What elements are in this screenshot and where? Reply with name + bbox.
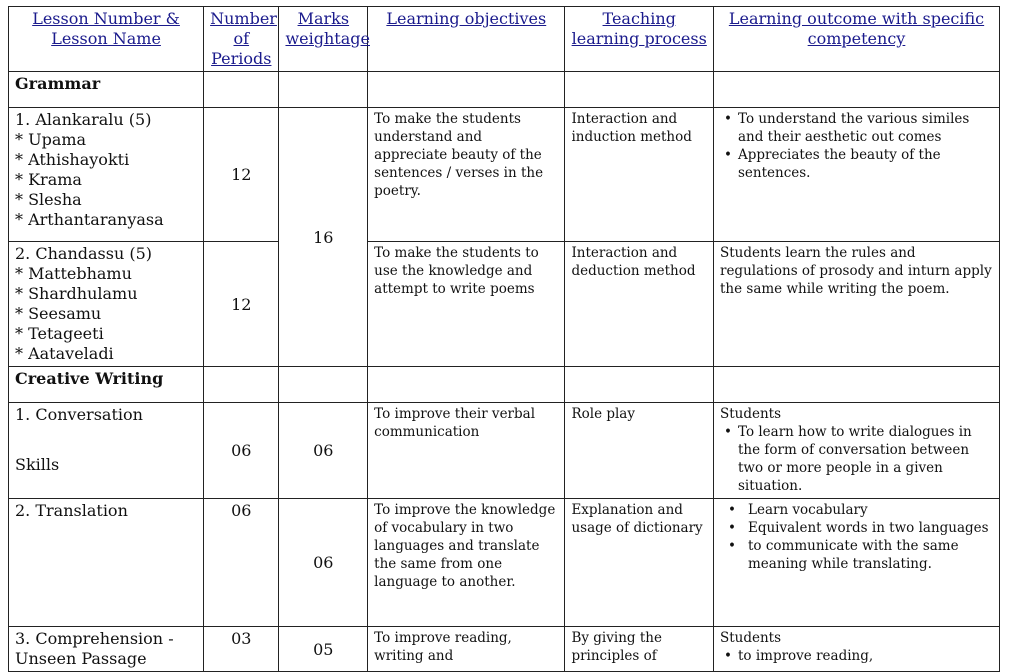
outcome-item: • Equivalent words in two languages (736, 519, 993, 537)
lesson-cell (9, 108, 204, 242)
outcome-cell: Students learn the rules and regulations of prosody and inturn apply the same while writing the poem. (713, 242, 999, 367)
lesson-item: * Tetageeti (15, 324, 104, 343)
section-row-grammar (9, 72, 1000, 108)
teaching-cell: Role play (565, 403, 714, 499)
outcome-item: • Learn vocabulary (736, 501, 993, 519)
periods-cell: 06 (204, 499, 279, 627)
teaching-cell: Interaction and induction method (565, 108, 714, 242)
objective-cell: To make the students to use the knowledge and attempt to write poems (368, 242, 565, 367)
marks-cell: 06 (279, 499, 368, 627)
objective-cell: To improve reading, writing and (368, 627, 565, 672)
header-outcome: Learning outcome with specific competency (713, 7, 999, 72)
teaching-cell: Interaction and deduction method (565, 242, 714, 367)
periods-cell: 03 (204, 627, 279, 672)
outcome-list (720, 501, 993, 573)
lesson-item: * Slesha (15, 190, 82, 209)
outcome-cell (713, 108, 999, 242)
outcome-lead: Students (719, 630, 782, 646)
table-row (9, 403, 1000, 499)
lesson-cell (9, 627, 204, 672)
marks-cell: 05 (279, 627, 368, 672)
syllabus-table (8, 6, 1000, 672)
outcome-item: • to improve reading, (736, 647, 993, 665)
table-row (9, 499, 1000, 627)
section-row-creative-writing (9, 367, 1000, 403)
periods-cell: 06 (204, 403, 279, 499)
outcome-list (720, 647, 993, 665)
header-marks: Marks weightage (279, 7, 368, 72)
objective-cell: To improve the knowledge of vocabulary in two languages and translate the same from one language to another. (368, 499, 565, 627)
periods-cell: 12 (204, 242, 279, 367)
marks-cell: 16 (279, 108, 368, 367)
table-row (9, 242, 1000, 367)
header-teaching: Teaching learning process (565, 7, 714, 72)
lesson-item: * Shardhulamu (15, 284, 138, 303)
outcome-cell (713, 627, 999, 672)
header-objectives: Learning objectives (368, 7, 565, 72)
lesson-item: * Seesamu (15, 304, 102, 323)
section-title-creative-writing: Creative Writing (9, 367, 204, 403)
outcome-cell (713, 403, 999, 499)
marks-cell: 06 (279, 403, 368, 499)
lesson-title-continued: Unseen Passage (15, 649, 147, 668)
lesson-cell (9, 403, 204, 499)
outcome-lead: Students (719, 406, 782, 422)
lesson-item: * Mattebhamu (15, 264, 132, 283)
lesson-item: * Krama (15, 170, 82, 189)
lesson-title-continued: Skills (15, 455, 60, 474)
lesson-title: 1. Alankaralu (5) (15, 110, 152, 129)
header-row (9, 7, 1000, 72)
outcome-item: • To understand the various similes and their aesthetic out comes (736, 110, 993, 146)
lesson-cell: 2. Translation (9, 499, 204, 627)
lesson-item: * Aataveladi (15, 344, 114, 363)
header-lesson: Lesson Number & Lesson Name (9, 7, 204, 72)
lesson-item: * Upama (15, 130, 87, 149)
outcome-list (720, 423, 993, 495)
objective-cell: To make the students understand and appreciate beauty of the sentences / verses in the poetry. (368, 108, 565, 242)
lesson-cell (9, 242, 204, 367)
teaching-cell: Explanation and usage of dictionary (565, 499, 714, 627)
objective-cell: To improve their verbal communication (368, 403, 565, 499)
header-periods: Number of Periods (204, 7, 279, 72)
table-row (9, 627, 1000, 672)
lesson-title: 2. Chandassu (5) (15, 244, 152, 263)
outcome-item: • To learn how to write dialogues in the form of conversation between two or more people in a given situation. (736, 423, 993, 495)
periods-cell: 12 (204, 108, 279, 242)
outcome-item: • Appreciates the beauty of the sentences. (736, 146, 993, 182)
teaching-cell: By giving the principles of (565, 627, 714, 672)
lesson-title: 3. Comprehension - (15, 629, 174, 648)
section-title-grammar: Grammar (9, 72, 204, 108)
lesson-title: 1. Conversation (15, 405, 143, 424)
lesson-item: * Arthantaranyasa (15, 210, 164, 229)
outcome-cell (713, 499, 999, 627)
outcome-list (720, 110, 993, 182)
lesson-item: * Athishayokti (15, 150, 130, 169)
outcome-item: • to communicate with the same meaning while translating. (736, 537, 993, 573)
table-row (9, 108, 1000, 242)
